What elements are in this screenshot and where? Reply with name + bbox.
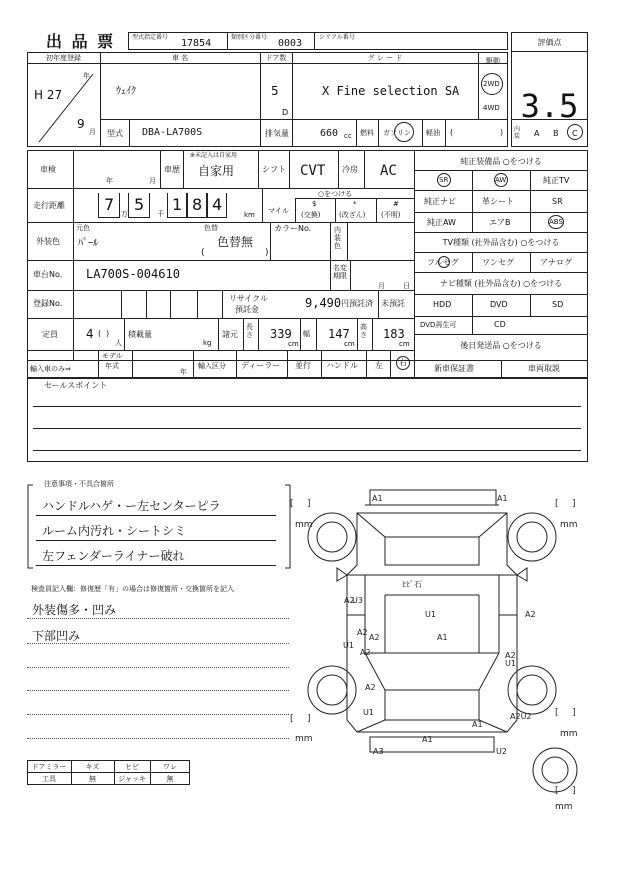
first-reg-label: 初年度登録	[46, 54, 81, 62]
color-label: 外装色	[36, 237, 60, 246]
legend-crack: ヒビ	[125, 763, 139, 771]
handle-right: 右	[399, 358, 407, 367]
svg-text:mm: mm	[295, 520, 313, 530]
width-unit: cm	[344, 340, 355, 348]
legend-break: ワレ	[163, 763, 177, 771]
length-label: 長さ	[246, 323, 253, 339]
svg-text:]: ]	[572, 499, 576, 509]
svg-text:A2: A2	[344, 596, 355, 605]
grade-label: グ レ ー ド	[367, 54, 403, 62]
mileage-digit-2: 5	[134, 195, 145, 214]
equip-leather: 革シート	[482, 197, 514, 206]
svg-text:U1: U1	[505, 659, 516, 668]
equip-sr: SR	[552, 197, 563, 206]
width-label: 幅	[303, 330, 310, 338]
model-value: DBA-LA700S	[142, 127, 203, 138]
tv-title: TV種類 (社外品含む) ○をつける	[442, 238, 560, 247]
mileage-man: 万	[121, 210, 128, 218]
equip-airbag: エアB	[489, 218, 511, 227]
height-unit: cm	[399, 340, 410, 348]
svg-text:mm: mm	[555, 802, 573, 812]
svg-text:U2: U2	[496, 747, 507, 756]
import-label: 輸入車のみ⇒	[30, 365, 71, 373]
dims-label: 諸元	[222, 330, 238, 339]
svg-text:]: ]	[572, 786, 576, 796]
svg-text:]: ]	[572, 708, 576, 718]
equip-abs: ABS	[549, 218, 563, 226]
mileage-unit: km	[244, 211, 255, 219]
tv-oneseg: ワンセグ	[482, 258, 514, 267]
recycle-unpaid: 未預託	[381, 299, 405, 308]
doors-value: 5	[271, 84, 279, 98]
svg-text:U1: U1	[363, 708, 374, 717]
handle-left: 左	[375, 361, 383, 370]
modified-label: (改ざん)	[339, 211, 366, 219]
drive-4wd: 4WD	[483, 104, 500, 112]
legend-jack: ジャッキ	[118, 775, 146, 783]
legend-door-mirror: ドアミラー	[31, 763, 67, 771]
width-value: 147	[328, 327, 350, 341]
equip-tv: 純正TV	[543, 176, 570, 185]
svg-text:U3: U3	[352, 596, 363, 605]
parallel-label: 並行	[295, 361, 311, 370]
tire-rear-left	[308, 666, 356, 714]
svg-text:A2: A2	[525, 610, 536, 619]
svg-text:[: [	[555, 499, 559, 509]
svg-text:]: ]	[307, 499, 311, 509]
length-unit: cm	[288, 340, 299, 348]
interior-color-label: 内装色	[334, 226, 341, 250]
aircon-label: 冷房	[342, 165, 358, 174]
shaken-year-unit: 年	[106, 177, 113, 185]
interior-a: A	[534, 129, 540, 138]
legend-tools-value: 無	[89, 775, 96, 783]
history-value: 自家用	[198, 164, 235, 178]
first-reg-year-unit: 年	[83, 72, 90, 80]
svg-text:A1: A1	[472, 720, 483, 729]
legend-jack-value: 無	[166, 775, 174, 783]
svg-text:mm: mm	[295, 734, 313, 744]
equip-aw-genuine: 純正AW	[427, 218, 456, 227]
dealer-label: ディーラー	[241, 361, 281, 370]
history-note: ※未記入は自家用	[190, 152, 238, 159]
category-label: 類別区分番号	[231, 34, 268, 41]
front-bumper	[370, 490, 496, 505]
svg-text:A1: A1	[372, 494, 383, 503]
drive-label: 駆動	[486, 57, 500, 65]
model-year-label-2: 年式	[105, 362, 119, 370]
interior-b: B	[553, 129, 559, 138]
name-change-month: 月	[378, 282, 385, 290]
first-reg-month-unit: 月	[89, 128, 96, 136]
svg-text:A1: A1	[437, 633, 448, 642]
note-item-1: ハンドルハゲ・ー左センターピラ	[42, 499, 221, 513]
mile-label: マイル	[268, 207, 289, 215]
navi-dvd: DVD	[490, 300, 508, 309]
doors-label: ドア数	[265, 54, 287, 62]
name-change-day: 日	[403, 282, 410, 290]
exchange-label: (交換)	[301, 211, 321, 219]
serial-label: シリアル番号	[319, 34, 355, 41]
import-type-label: 輸入区分	[198, 362, 226, 370]
inspector-label: 検査員記入欄：修復歴「有」の場合は修復箇所・交換箇所を記入	[31, 585, 234, 593]
load-label: 積載量	[128, 330, 152, 339]
name-change-label: 名変期限	[333, 264, 347, 280]
later-title: 後日発送品 ○をつける	[460, 341, 542, 350]
equip-aw: AW	[495, 176, 507, 184]
category-box	[227, 32, 315, 50]
score-label: 評価点	[537, 38, 562, 47]
fuel-value: ガソリン	[383, 129, 411, 137]
type-designation-value: 17854	[181, 38, 212, 49]
capacity-label: 定員	[42, 330, 58, 339]
handle-label: ハンドル	[326, 361, 358, 370]
model-year-label-1: モデル	[102, 352, 123, 360]
model-label: 型式	[107, 129, 123, 138]
mileage-digit-1: 7	[104, 195, 115, 214]
first-reg-era: H 27	[34, 88, 63, 102]
model-year-unit: 年	[180, 368, 187, 376]
diesel-label: 軽油	[426, 129, 440, 137]
score-value: 3.5	[520, 87, 579, 125]
category-value: 0003	[278, 38, 303, 49]
svg-text:A1: A1	[422, 735, 433, 744]
tire-rear-right	[508, 666, 556, 714]
svg-text:U1: U1	[425, 610, 436, 619]
mileage-digit-4: 8	[192, 195, 203, 214]
later-manual: 車両取説	[528, 364, 560, 373]
shaken-month-unit: 月	[149, 177, 156, 185]
svg-text:mm: mm	[560, 729, 578, 739]
first-reg-month: 9	[77, 117, 85, 131]
grade-value: X Fine selection SA	[322, 84, 460, 98]
svg-text:mm: mm	[560, 520, 578, 530]
shift-label: シフト	[262, 165, 286, 174]
mileage-label: 走行距離	[33, 201, 65, 210]
equip-navi: 純正ナビ	[424, 197, 456, 206]
doors-suffix: D	[282, 108, 289, 117]
tv-fullseg: フルセグ	[427, 258, 459, 267]
legend-scratch: キズ	[85, 763, 100, 771]
unknown-sym: #	[393, 200, 399, 208]
capacity-paren-open: (	[98, 329, 102, 338]
svg-text:]: ]	[307, 714, 311, 724]
navi-hdd: HDD	[433, 300, 452, 309]
svg-text:[: [	[290, 499, 294, 509]
mileage-digit-5: 4	[212, 195, 223, 214]
svg-text:ﾋﾋﾞ石: ﾋﾋﾞ石	[402, 580, 422, 589]
color-no-label: 色替	[204, 224, 218, 232]
exchange-sym: $	[312, 200, 317, 208]
length-value: 339	[270, 327, 292, 341]
shift-value: CVT	[300, 163, 326, 179]
svg-text:A1: A1	[497, 494, 508, 503]
sales-label: セールスポイント	[44, 381, 108, 390]
unknown-label: (不明)	[381, 211, 401, 219]
drive-2wd: 2WD	[483, 80, 500, 88]
svg-text:A2: A2	[369, 633, 380, 642]
fuel-label: 燃料	[360, 129, 374, 137]
shaken-label: 車検	[40, 165, 56, 174]
note-item-2: ルーム内汚れ・シートシミ	[42, 524, 187, 538]
load-unit: kg	[203, 339, 212, 347]
tire-front-right	[508, 513, 556, 561]
orig-color-value: ﾊﾟｰﾙ	[78, 238, 98, 249]
displacement-label: 排気量	[265, 129, 289, 138]
interior-label: 内装	[514, 126, 521, 140]
capacity-value: 4	[86, 327, 94, 341]
svg-text:[: [	[555, 786, 559, 796]
svg-text:A2U2: A2U2	[510, 712, 532, 721]
navi-dvd-play: DVD再生可	[420, 321, 457, 329]
inspector-item-1: 外装傷多・凹み	[32, 603, 117, 617]
type-designation-label: 型式指定番号	[132, 34, 169, 41]
reg-no-label: 登録No.	[33, 299, 63, 308]
circle-note: ○をつける	[318, 190, 353, 198]
svg-text:A2: A2	[365, 683, 376, 692]
equipment-title: 純正装備品 ○をつける	[460, 157, 542, 166]
displacement-value: 660	[320, 128, 339, 139]
tv-analog: アナログ	[540, 258, 572, 267]
diesel-paren-close: )	[500, 128, 504, 137]
capacity-unit: 人	[115, 339, 122, 347]
tire-front-left	[308, 513, 356, 561]
navi-title: ナビ種類 (社外品含む) ○をつける	[439, 279, 563, 288]
svg-text:A3: A3	[373, 747, 384, 756]
svg-text:[: [	[290, 714, 294, 724]
navi-sd: SD	[552, 300, 564, 309]
height-label: 高さ	[360, 323, 367, 339]
equip-sunroof: SR	[439, 176, 449, 184]
svg-text:[: [	[555, 708, 559, 718]
displacement-unit: cc	[344, 132, 352, 140]
color-change-value: 色替無	[217, 235, 254, 249]
sheet-title: 出 品 票	[46, 32, 116, 51]
inspector-item-2: 下部凹み	[32, 629, 81, 643]
color-paren-close: )	[265, 248, 269, 258]
chassis-value: LA700S-004610	[86, 267, 180, 281]
svg-text:A2: A2	[360, 648, 371, 657]
type-designation-box	[128, 32, 228, 50]
color-paren-open: (	[201, 248, 205, 258]
serial-box	[314, 32, 508, 50]
mileage-sen: 千	[157, 210, 164, 218]
note-item-3: 左フェンダーライナー破れ	[42, 549, 185, 563]
car-name-label: 車 名	[171, 54, 189, 62]
car-name-value: ｳｪｲｸ	[116, 86, 136, 97]
svg-text:A2: A2	[505, 651, 516, 660]
diesel-paren-open: (	[450, 128, 454, 137]
recycle-label-1: リサイクル	[229, 294, 268, 303]
legend-tools: 工具	[42, 775, 56, 783]
recycle-value: 9,490	[305, 296, 342, 310]
capacity-paren-close: )	[106, 329, 110, 338]
svg-text:U1: U1	[343, 641, 354, 650]
chassis-label: 車台No.	[33, 270, 63, 279]
recycle-label-2: 預託金	[235, 305, 259, 314]
later-warranty: 新車保証書	[434, 364, 474, 373]
modified-sym: *	[353, 200, 357, 208]
color-code-label: カラーNo.	[274, 224, 312, 233]
aircon-value: AC	[380, 163, 397, 179]
notes-label: 注意事項・不具合箇所	[44, 480, 114, 488]
interior-c: C	[572, 129, 578, 138]
height-value: 183	[383, 327, 405, 341]
recycle-unit: 円預託済	[341, 299, 373, 308]
orig-color-label: 元色	[76, 224, 90, 232]
navi-cd: CD	[494, 320, 506, 329]
car-damage-diagram	[285, 475, 605, 815]
svg-text:A2: A2	[357, 628, 368, 637]
mileage-digit-3: 1	[172, 195, 183, 214]
history-label: 車歴	[164, 165, 180, 174]
